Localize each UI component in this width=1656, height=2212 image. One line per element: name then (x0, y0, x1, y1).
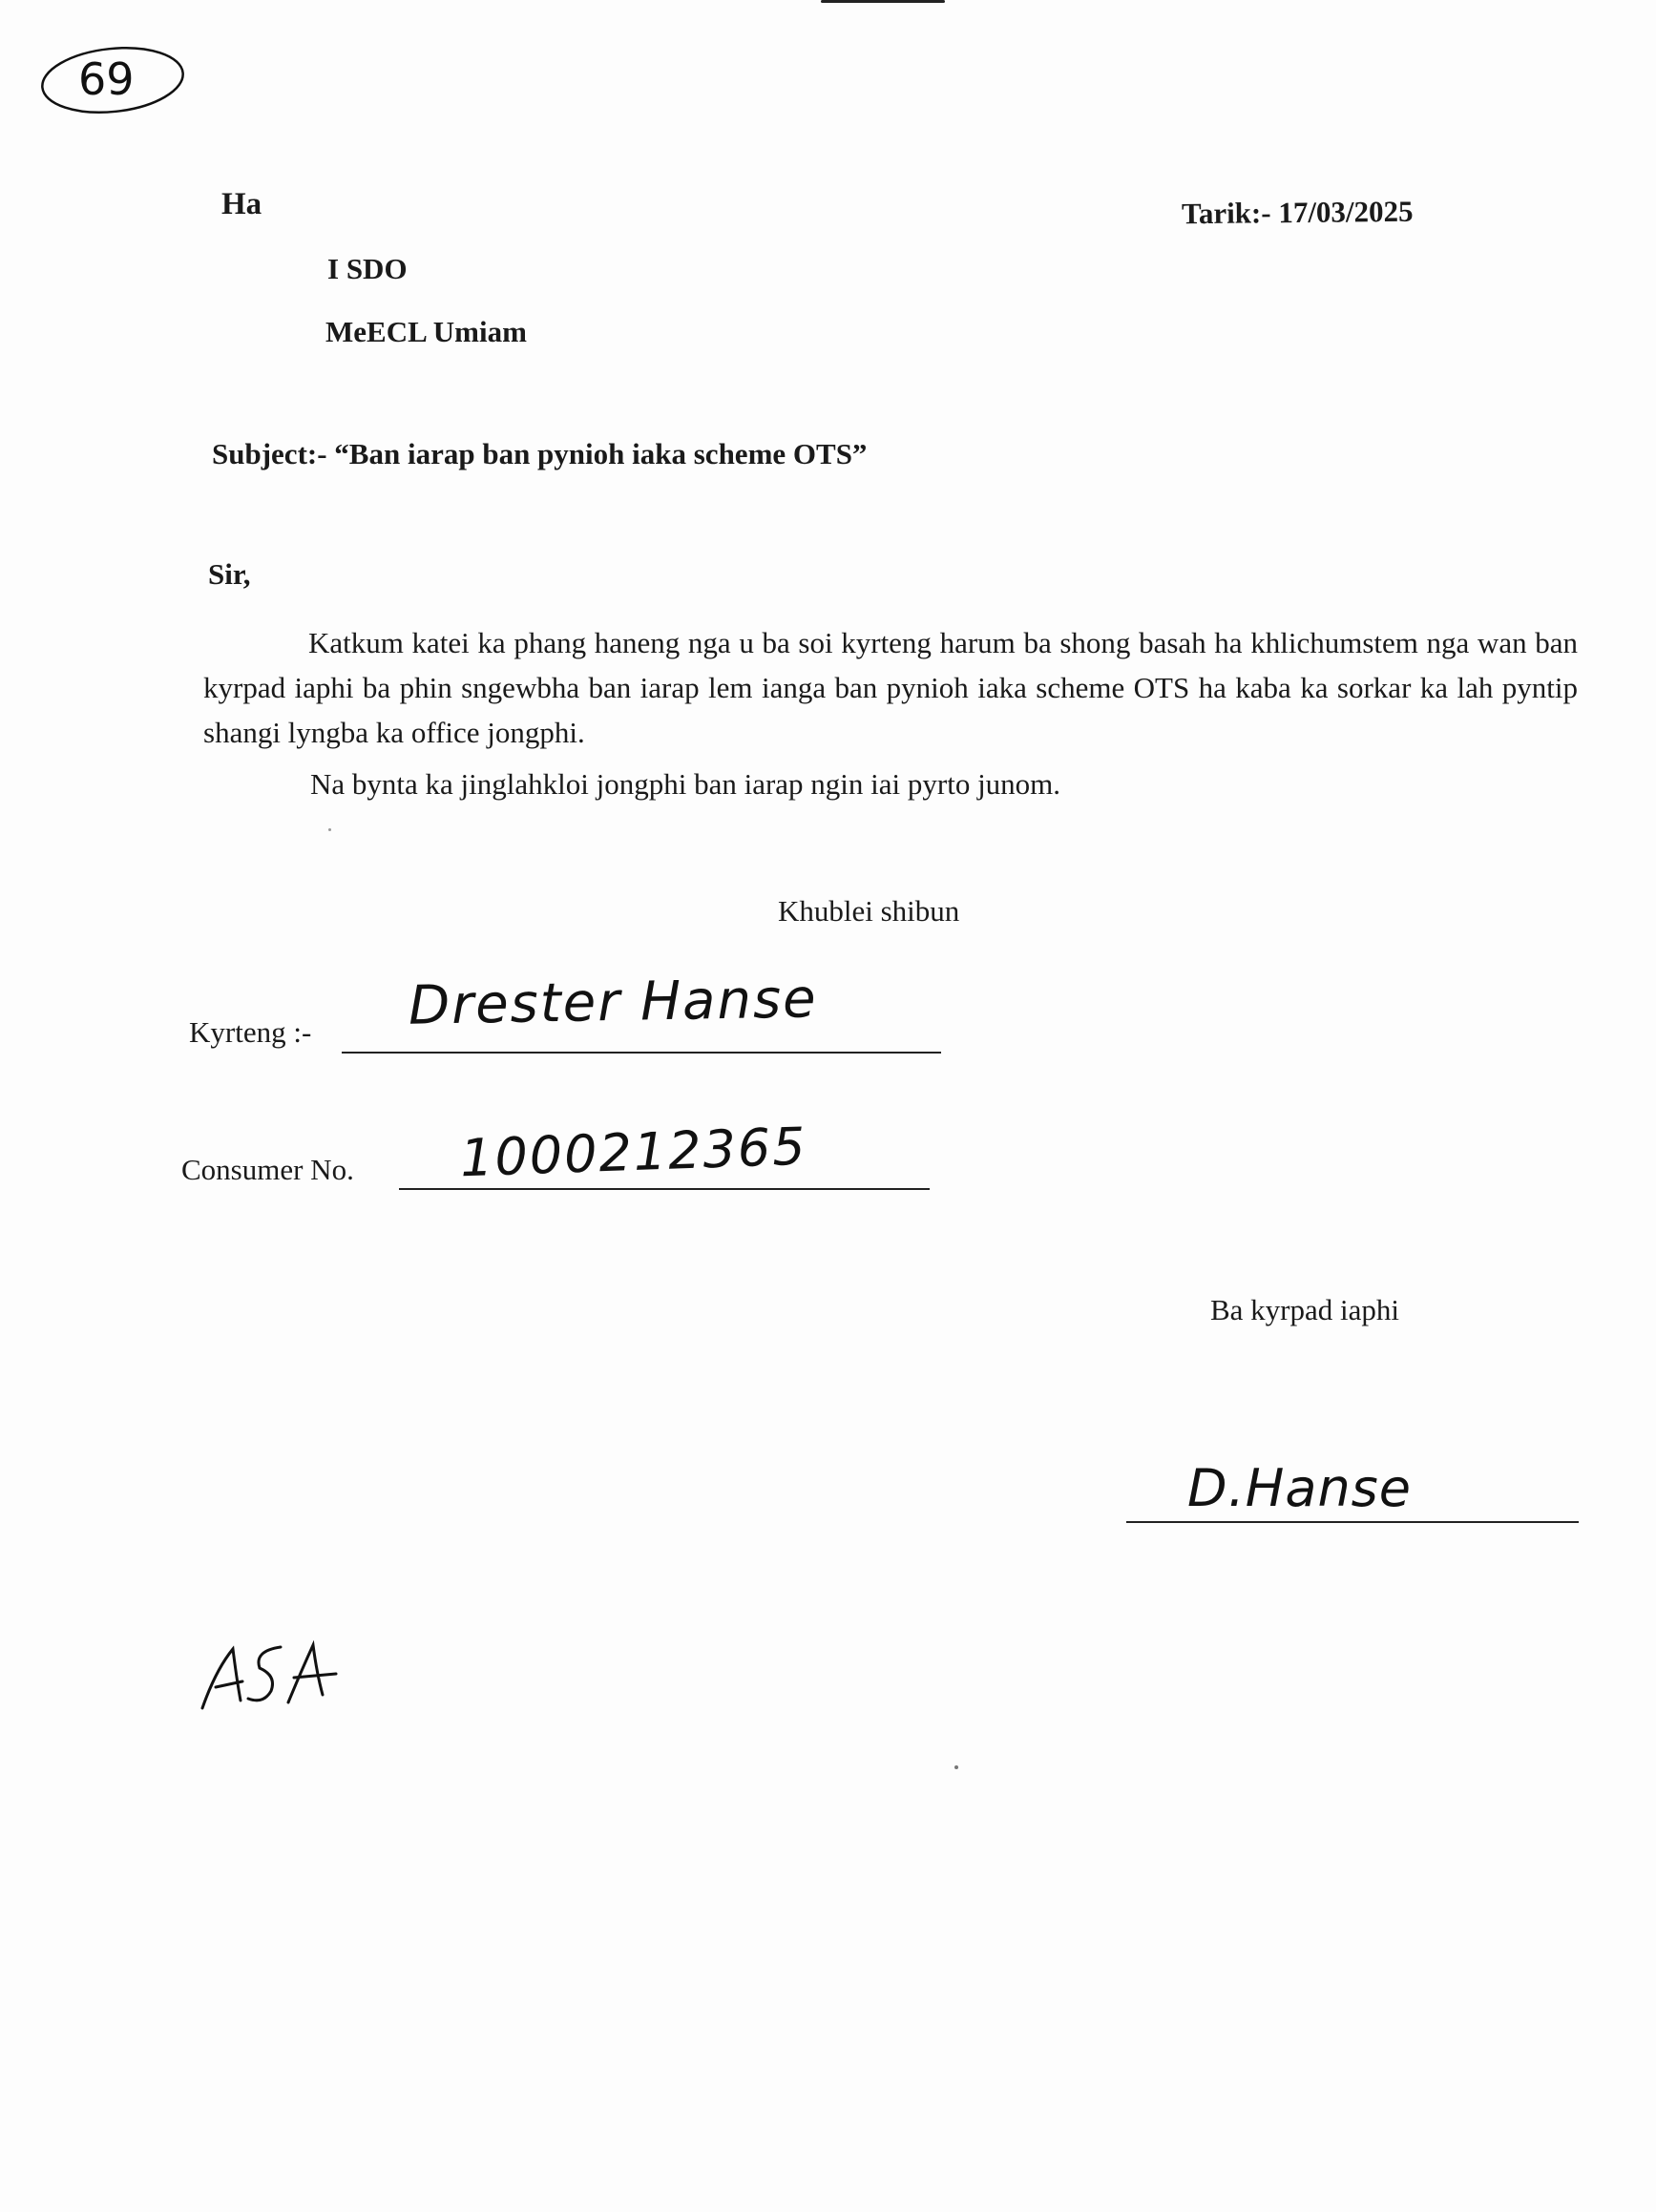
initials-scribble-icon (197, 1632, 340, 1718)
name-handwritten: Drester Hanse (408, 968, 819, 1037)
body-paragraph-2: Na bynta ka jinglahkloi jongphi ban iarap ngin iai pyrto junom. (310, 767, 1061, 801)
subject-label: Subject:- (212, 437, 327, 470)
scan-speck (328, 828, 331, 831)
salutation-to: Ha (221, 187, 262, 221)
subject-line (212, 437, 867, 471)
subject-text: “Ban iarap ban pynioh iaka scheme OTS” (334, 437, 868, 470)
recipient-designation: I SDO (327, 252, 408, 285)
consumer-underline (399, 1188, 930, 1190)
date-value: 17/03/2025 (1278, 194, 1414, 230)
date-line (1182, 195, 1414, 232)
initials-mark (197, 1632, 340, 1722)
page-number-stamp (36, 36, 189, 127)
signature-handwritten: D.Hanse (1187, 1458, 1413, 1518)
recipient-office: MeECL Umiam (325, 315, 527, 348)
closing: Khublei shibun (778, 894, 960, 928)
greeting: Sir, (208, 557, 251, 591)
page-number: 69 (78, 53, 135, 105)
sign-off: Ba kyrpad iaphi (1210, 1293, 1400, 1326)
consumer-label: Consumer No. (181, 1153, 354, 1186)
signature-underline (1126, 1521, 1579, 1523)
name-underline (342, 1052, 941, 1054)
date-label: Tarik:- (1181, 196, 1271, 231)
scan-edge-mark (821, 0, 945, 3)
consumer-handwritten: 1000212365 (459, 1116, 808, 1189)
body-paragraph-1: Katkum katei ka phang haneng nga u ba soi kyrteng harum ba shong basah ha khlichumstem nga wan ban kyrpad iaphi ba phin sngewbha ban iarap lem ianga ban pynioh iaka scheme OTS ha kaba ka sorkar ka lah pyntip shangi lyngba ka office jongphi. (203, 626, 1578, 749)
name-label: Kyrteng :- (189, 1015, 312, 1049)
scan-speck (954, 1765, 958, 1769)
